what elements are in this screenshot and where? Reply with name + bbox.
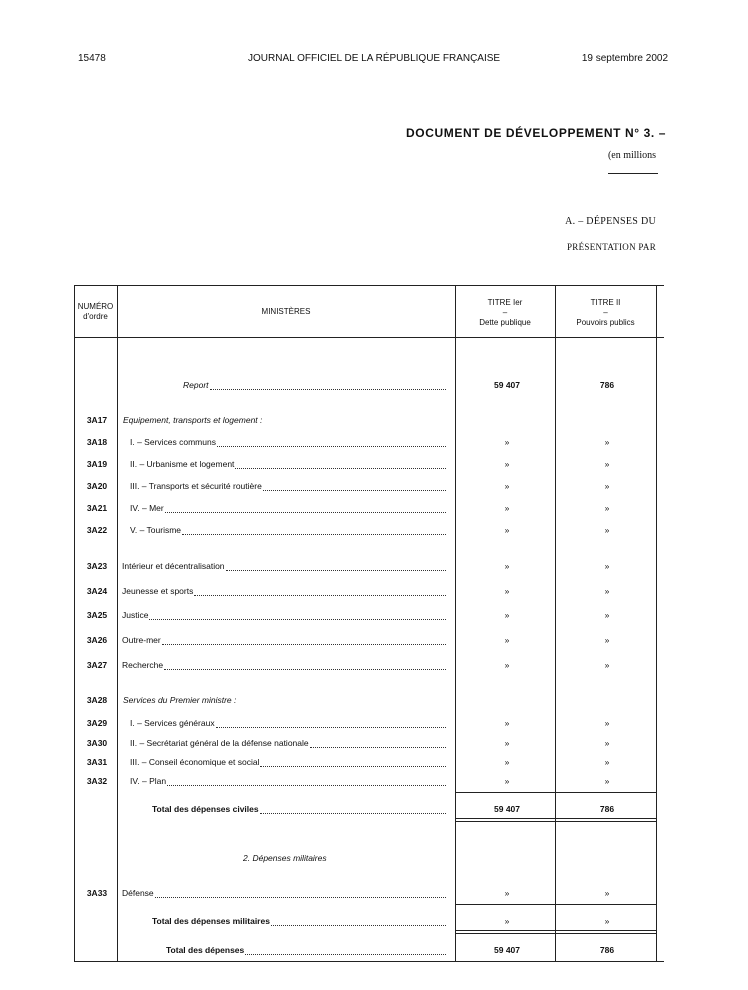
dot-leader [226, 570, 446, 571]
units-rule [608, 173, 658, 174]
row-code: 3A20 [86, 481, 108, 491]
value-titre1: » [504, 525, 510, 535]
dot-leader [194, 595, 446, 596]
col-left-rule [74, 285, 75, 961]
row-label: 2. Dépenses militaires [243, 853, 327, 863]
value-titre1: » [504, 481, 510, 491]
row-label: Total des dépenses [166, 945, 245, 955]
value-titre2: » [604, 610, 610, 620]
value-titre1: » [504, 738, 510, 748]
table-top-rule [74, 285, 664, 286]
row-code: 3A27 [86, 660, 108, 670]
value-titre1: » [504, 586, 510, 596]
journal-title: JOURNAL OFFICIEL DE LA RÉPUBLIQUE FRANÇAISE [248, 53, 501, 64]
value-titre1: » [504, 459, 510, 469]
row-label: Recherche [122, 660, 164, 670]
row-label: IV. – Mer [130, 503, 164, 513]
value-titre2: » [604, 635, 610, 645]
value-titre2: » [604, 503, 610, 513]
row-label: Jeunesse et sports [122, 586, 194, 596]
row-code: 3A25 [86, 610, 108, 620]
header-titre2-line3: Pouvoirs publics [576, 318, 635, 327]
row-label: Equipement, transports et logement : [123, 415, 263, 425]
header-titre2-line1: TITRE II [590, 298, 621, 307]
value-titre1: 59 407 [494, 804, 520, 814]
dot-leader [182, 534, 446, 535]
header-numero-line1: NUMÉRO [77, 302, 114, 311]
row-label: IV. – Plan [130, 776, 167, 786]
col-right-rule [656, 285, 657, 961]
row-label: Total des dépenses civiles [152, 804, 259, 814]
value-titre2: » [604, 660, 610, 670]
dot-leader [245, 954, 446, 955]
row-label: Justice [122, 610, 149, 620]
row-code: 3A31 [86, 757, 108, 767]
value-titre2: » [604, 738, 610, 748]
dot-leader [210, 389, 446, 390]
total-civiles-double-rule [455, 821, 656, 822]
value-titre1: » [504, 635, 510, 645]
row-code: 3A18 [86, 437, 108, 447]
row-label: Report [183, 380, 209, 390]
row-code: 3A30 [86, 738, 108, 748]
header-titre2 [555, 298, 656, 328]
value-titre1: » [504, 888, 510, 898]
value-titre2: » [604, 888, 610, 898]
value-titre2: » [604, 718, 610, 728]
row-label: Total des dépenses militaires [152, 916, 270, 926]
value-titre2: » [604, 481, 610, 491]
row-label: II. – Secrétariat général de la défense nationale [130, 738, 309, 748]
value-titre2: » [604, 757, 610, 767]
row-code: 3A28 [86, 695, 108, 705]
total-civiles-top-rule [455, 792, 656, 793]
total-militaires-top-rule [455, 904, 656, 905]
header-titre2-line2: – [603, 308, 608, 317]
header-ministeres: MINISTÈRES [261, 307, 311, 316]
table-bottom-rule [74, 961, 664, 962]
value-titre2: 786 [599, 945, 615, 955]
row-code: 3A24 [86, 586, 108, 596]
dot-leader [263, 490, 446, 491]
dot-leader [164, 669, 446, 670]
dot-leader [235, 468, 446, 469]
row-code: 3A26 [86, 635, 108, 645]
row-code: 3A33 [86, 888, 108, 898]
value-titre1: 59 407 [494, 380, 520, 390]
value-titre1: » [504, 776, 510, 786]
units-note: (en millions [607, 150, 656, 161]
header-titre1-line1: TITRE Ier [487, 298, 523, 307]
value-titre2: » [604, 459, 610, 469]
dot-leader [155, 897, 446, 898]
row-label: II. – Urbanisme et logement [130, 459, 235, 469]
header-numero-line2: d'ordre [83, 312, 108, 321]
row-code: 3A32 [86, 776, 108, 786]
value-titre2: » [604, 561, 610, 571]
row-label: Outre-mer [122, 635, 161, 645]
total-civiles-bottom-rule [455, 818, 656, 819]
value-titre1: » [504, 660, 510, 670]
total-militaires-double-rule [455, 933, 656, 934]
dot-leader [271, 925, 446, 926]
dot-leader [260, 766, 446, 767]
col-titre2-rule [555, 285, 556, 961]
document-title: DOCUMENT DE DÉVELOPPEMENT N° 3. – [406, 126, 666, 140]
value-titre1: » [504, 718, 510, 728]
row-code: 3A29 [86, 718, 108, 728]
dot-leader [310, 747, 446, 748]
total-militaires-bottom-rule [455, 930, 656, 931]
row-code: 3A19 [86, 459, 108, 469]
page-number: 15478 [78, 53, 106, 64]
row-label: Intérieur et décentralisation [122, 561, 225, 571]
dot-leader [149, 619, 446, 620]
row-code: 3A23 [86, 561, 108, 571]
col-numero-rule [117, 285, 118, 961]
row-label: V. – Tourisme [130, 525, 182, 535]
value-titre2: 786 [599, 380, 615, 390]
value-titre1: » [504, 503, 510, 513]
section-heading: A. – DÉPENSES DU [565, 216, 656, 227]
value-titre2: » [604, 586, 610, 596]
value-titre2: » [604, 776, 610, 786]
row-label: Services du Premier ministre : [123, 695, 237, 705]
dot-leader [165, 512, 446, 513]
header-bottom-rule [74, 337, 664, 338]
row-code: 3A22 [86, 525, 108, 535]
value-titre2: 786 [599, 804, 615, 814]
dot-leader [216, 727, 446, 728]
header-titre1-line2: – [502, 308, 508, 317]
value-titre1: » [504, 610, 510, 620]
dot-leader [260, 813, 446, 814]
row-label: Défense [122, 888, 154, 898]
header-titre1 [455, 298, 555, 328]
dot-leader [217, 446, 446, 447]
header-titre1-line3: Dette publique [479, 318, 531, 327]
value-titre1: » [504, 561, 510, 571]
col-titre1-rule [455, 285, 456, 961]
value-titre2: » [604, 525, 610, 535]
header-numero [74, 302, 117, 322]
dot-leader [162, 644, 446, 645]
row-code: 3A17 [86, 415, 108, 425]
value-titre1: » [504, 916, 510, 926]
row-label: III. – Transports et sécurité routière [130, 481, 262, 491]
value-titre1: 59 407 [494, 945, 520, 955]
row-label: I. – Services communs [130, 437, 216, 447]
value-titre1: » [504, 757, 510, 767]
value-titre2: » [604, 916, 610, 926]
publication-date: 19 septembre 2002 [581, 53, 668, 64]
row-label: I. – Services généraux [130, 718, 215, 728]
row-label: III. – Conseil économique et social [130, 757, 260, 767]
value-titre1: » [504, 437, 510, 447]
row-code: 3A21 [86, 503, 108, 513]
presentation-heading: PRÉSENTATION PAR [566, 242, 656, 252]
value-titre2: » [604, 437, 610, 447]
dot-leader [167, 785, 446, 786]
